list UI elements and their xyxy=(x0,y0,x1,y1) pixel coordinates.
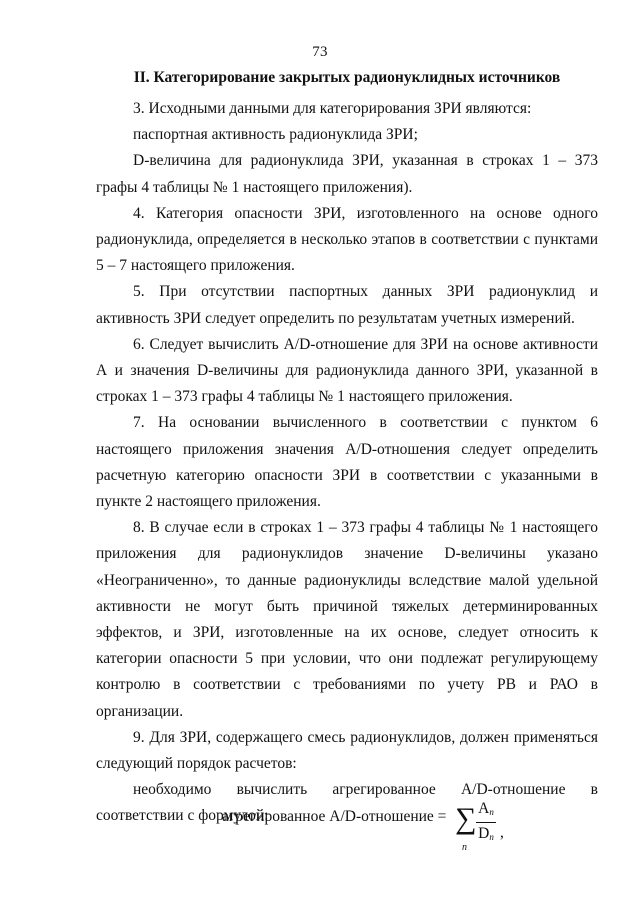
paragraph-3-item-passport: паспортная активность радионуклида ЗРИ; xyxy=(133,126,418,144)
fraction-bar xyxy=(476,822,496,823)
paragraph-7: 7. На основании вычисленного в соответствии с пунктом 6 настоящего приложения значения A/D-отношения следует определить расчетную категорию опасности ЗРИ в соответствии с указанными в пункте 2 настоящего приложения. xyxy=(96,414,598,511)
formula-label: агрегированное A/D-отношение = xyxy=(222,808,447,825)
fraction-denominator: $D_n$ xyxy=(478,825,494,842)
paragraph-3: 3. Исходными данными для категорирования ЗРИ являются: xyxy=(133,100,532,117)
aggregated-ad-formula xyxy=(0,800,640,860)
fraction-numerator: $A_n$ xyxy=(478,800,494,817)
paragraph-5: 5. При отсутствии паспортных данных ЗРИ радионуклид и активность ЗРИ следует определить по результатам учетных измерений. xyxy=(96,283,598,327)
sigma-index: n xyxy=(462,842,467,853)
paragraph-4: 4. Категория опасности ЗРИ, изготовленного на основе одного радионуклида, определяется в несколько этапов в соответствии с пунктами 5 – 7 настоящего приложения. xyxy=(96,204,598,275)
paragraph-6: 6. Следует вычислить A/D-отношение для ЗРИ на основе активности А и значения D-величины для радионуклида данного ЗРИ, указанной в строках 1 – 373 графы 4 таблицы № 1 настоящего приложения. xyxy=(96,335,598,406)
page-number: 73 xyxy=(312,44,328,60)
paragraph-9: 9. Для ЗРИ, содержащего смесь радионуклидов, должен применяться следующий порядок расчетов: xyxy=(96,728,598,773)
sigma-symbol: ∑ xyxy=(455,802,477,835)
paragraph-3-item-d-value: D-величина для радионуклида ЗРИ, указанная в строках 1 – 373 графы 4 таблицы № 1 настоящего приложения). xyxy=(96,152,598,196)
formula-fraction xyxy=(476,800,496,846)
section-title: II. Категорирование закрытых радионуклидных источников xyxy=(133,69,561,86)
body-text xyxy=(96,96,598,830)
paragraph-9-formula-intro: необходимо вычислить агрегированное A/D-отношение в соответствии с формулой: xyxy=(96,781,598,825)
formula-trailing-comma: , xyxy=(500,824,504,841)
paragraph-8: 8. В случае если в строках 1 – 373 графы 4 таблицы № 1 настоящего приложения для радионуклидов значение D-величины указано «Неограниченно», то данные радионуклиды вследствие малой удельной активности не могут быть причиной тяжелых детерминированных эффектов, и ЗРИ, изготовленные на их основе, следует относить к категории опасности 5 при условии, что они подлежат регулирующему контролю в соответствии с требованиями по учету РВ и РАО в организации. xyxy=(96,519,598,720)
